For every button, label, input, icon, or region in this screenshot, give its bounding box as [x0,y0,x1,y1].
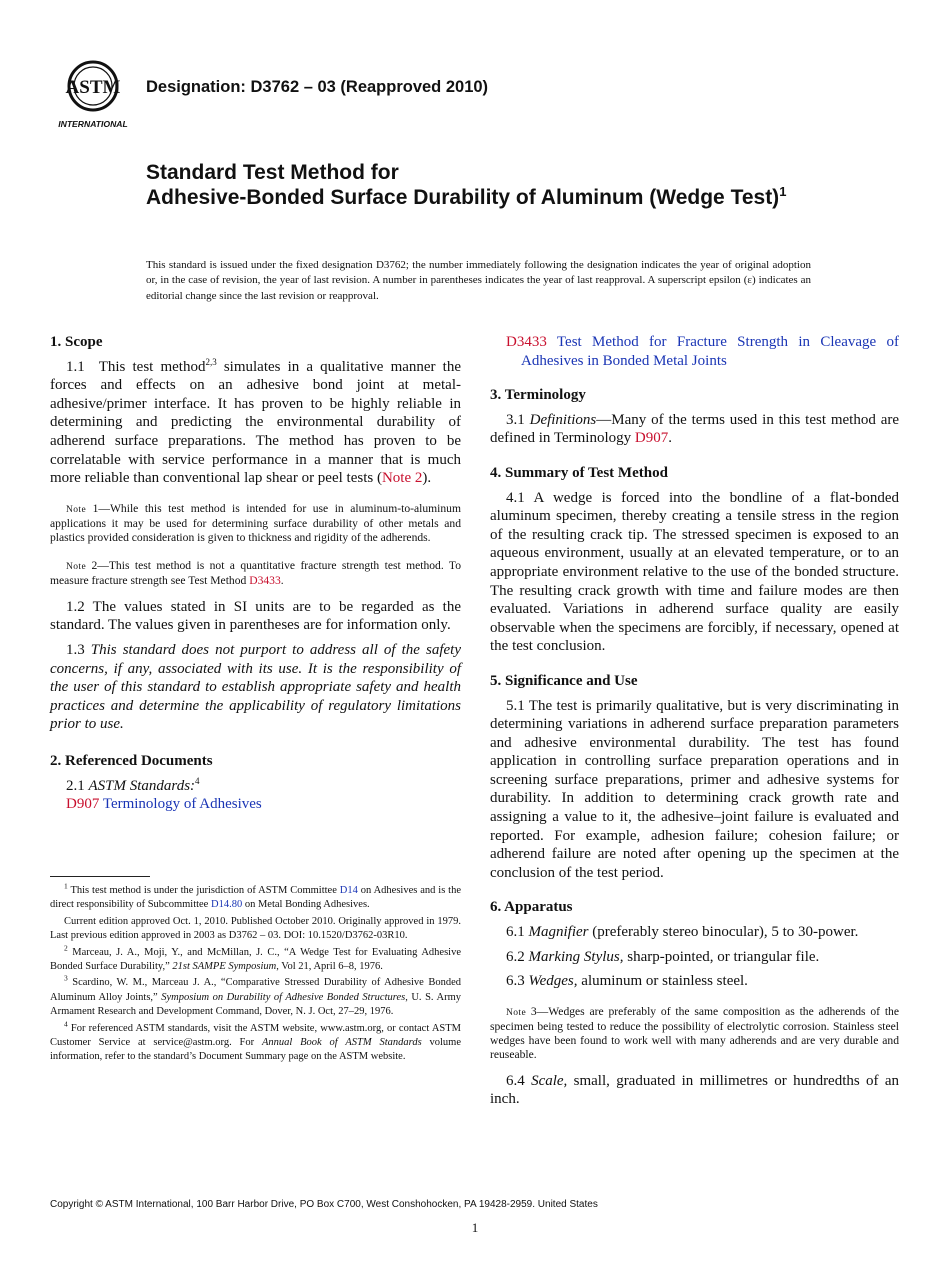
footnote-1: $^1$ This test method is under the jurisdiction of ASTM Committee D14 on Adhesives and is the direct responsibility of Subcommittee D14.80 on Metal Bonding Adhesives. [50,881,462,911]
paragraph-1-3: 1.3 This standard does not purport to address all of the safety concerns, if any, associated with its use. It is the responsibility of the user of this standard to establish appropriate safety and health practices and determine the applicability of regulatory limitations prior to use. [50,641,461,733]
page-number: 1 [471,1220,479,1235]
paragraph-1-2: 1.2 The values stated in SI units are to be regarded as the standard. The values given in parentheses are for information only. [50,598,461,634]
copyright-notice: Copyright © ASTM International, 100 Barr Harbor Drive, PO Box C700, West Conshohocken, PA 19428-2959. United States [50,1199,598,1210]
paragraph-6-3: 6.3 Wedges, aluminum or stainless steel. [506,973,748,990]
footnote-2: $^2$ Marceau, J. A., Moji, Y., and McMillan, J. C., “A Wedge Test for Evaluating Adhesive Bonded Surface Durability,” 21st SAMPE Symposium, Vol 21, April 6–8, 1976. [50,943,461,973]
footnote-4: $^4$ For referenced ASTM standards, visit the ASTM website, www.astm.org, or contact ASTM Customer Service at service@astm.org. For Annual Book of ASTM Standards volume information, refer to the standard’s Document Summary page on the ASTM website. [50,1019,461,1063]
paragraph-6-2: 6.2 Marking Stylus, sharp-pointed, or triangular file. [506,948,820,965]
note-2: Note 2—This test method is not a quantitative fracture strength test method. To measure fracture strength see Test Method D3433. [50,558,461,587]
d3433-link[interactable]: D3433 [249,573,281,587]
paragraph-4-1: 4.1 A wedge is forced into the bondline of a flat-bonded aluminum specimen, thereby creating a tensile stress in the region of the resulting crack tip. The stressed specimen is exposed to an aqueous environment, usually at an elevated temperature, or to an appropriate environment relative to the use of the bonded structure. The resulting crack growth with time and failure modes are then evaluated. Variations in adherend surface quality are easily observable when the specimens are forcibly, if necessary, opened at the test conclusion. [490,489,899,655]
right-column [490,333,899,1109]
title-main: Adhesive-Bonded Surface Durability of Aluminum (Wedge Test) [146,186,780,209]
section-heading-apparatus: 6. Apparatus [490,899,573,916]
paragraph-1-1: 1.1 This test method$^{2,3}$ simulates in a qualitative manner the forces and effects on an adhesive bond joint at metal-adhesive/primer interface. It has proven to be highly reliable in determining and predicting the environmental durability of adherend surface preparations. The method has proven to be correlatable with service performance in a manner that is much more reliable than conventional lap shear or peel tests (Note 2). [50,356,461,487]
section-heading-scope: 1. Scope [50,334,103,350]
footnote-divider [50,876,150,877]
paragraph-5-1: 5.1 The test is primarily qualitative, but is very discriminating in determining variations in adherend surface preparation parameters and adhesive environmental durability. The test has found application in controlling surface preparation operations and in screening surface preparations, primer and adhesive systems for durability. In addition to determining crack growth rate and assigning a value to it, the adhesive–joint failure is evaluated and reported. For example, adhesion failure; cohesion failure; or adherend failure are noted after opening up the specimen at the conclusion of the test period. [490,697,899,881]
designation: Designation: D3762 – 03 (Reapproved 2010) [146,78,489,96]
note-2-link[interactable]: Note 2 [381,470,423,487]
logo-subtext: INTERNATIONAL [58,119,128,129]
d14-80-link[interactable]: D14.80 [210,899,243,911]
logo-text: ASTM [65,77,121,98]
paragraph-3-1: 3.1 Definitions—Many of the terms used in this test method are defined in Terminology D907. [490,411,900,447]
left-column [50,333,461,814]
astm-logo [50,56,136,132]
d14-link[interactable]: D14 [339,885,358,896]
section-heading-significance: 5. Significance and Use [490,672,638,689]
title-line-2 [146,185,846,210]
d907-link[interactable]: D907 [634,430,669,447]
reference-d907[interactable]: D907 Terminology of Adhesives [66,796,262,813]
section-heading-terminology: 3. Terminology [490,387,586,404]
note-3: Note 3—Wedges are preferably of the same composition as the adherends of the specimen being tested to reduce the possibility of electrolytic corrosion. Stainless steel wedges have been found to work well with many adherends and are very durable and reuseable. [490,1004,899,1061]
astm-logo-icon [50,56,136,132]
note-1: Note 1—While this test method is intended for use in aluminum-to-aluminum applications it may be used for determining surface durability of other metals and plastics provided consideration is given to thickness and rigidity of the adherends. [50,501,461,544]
paragraph-2-1: 2.1 ASTM Standards:$^4$ [66,775,200,794]
issued-statement: This standard is issued under the fixed designation D3762; the number immediately following the designation indicates the year of original adoption or, in the case of revision, the year of last revision. A number in parentheses indicates the year of last reapproval. A superscript epsilon (ε) indicates an editorial change since the last revision or reapproval. [146,259,811,302]
reference-d3433[interactable]: D3433 Test Method for Fracture Strength in Cleavage of Adhesives in Bonded Metal Joints [506,334,900,369]
paragraph-6-4: 6.4 Scale, small, graduated in millimetres or hundredths of an inch. [490,1072,900,1108]
footnotes [50,881,462,1067]
document-title [146,160,846,210]
paragraph-6-1: 6.1 Magnifier (preferably stereo binocular), 5 to 30-power. [506,924,859,941]
footnote-3: $^3$ Scardino, W. M., Marceau J. A., “Comparative Stressed Durability of Adhesive Bonded Aluminum Alloy Joints,” Symposium on Durability of Adhesive Bonded Structures, U. S. Army Armament Research and Development Command, Dover, N. J. Oct, 27–29, 1976. [50,973,461,1018]
section-heading-referenced-documents: 2. Referenced Documents [50,752,213,769]
footnote-1-edition: Current edition approved Oct. 1, 2010. Published October 2010. Originally approved in 1979. Last previous edition approved in 2003 as D3762 – 03. DOI: 10.1520/D3762-03R10. [50,915,461,942]
title-line-1: Standard Test Method for [146,161,399,184]
title-footnote-mark: 1 [779,184,787,199]
section-heading-summary: 4. Summary of Test Method [490,464,668,481]
